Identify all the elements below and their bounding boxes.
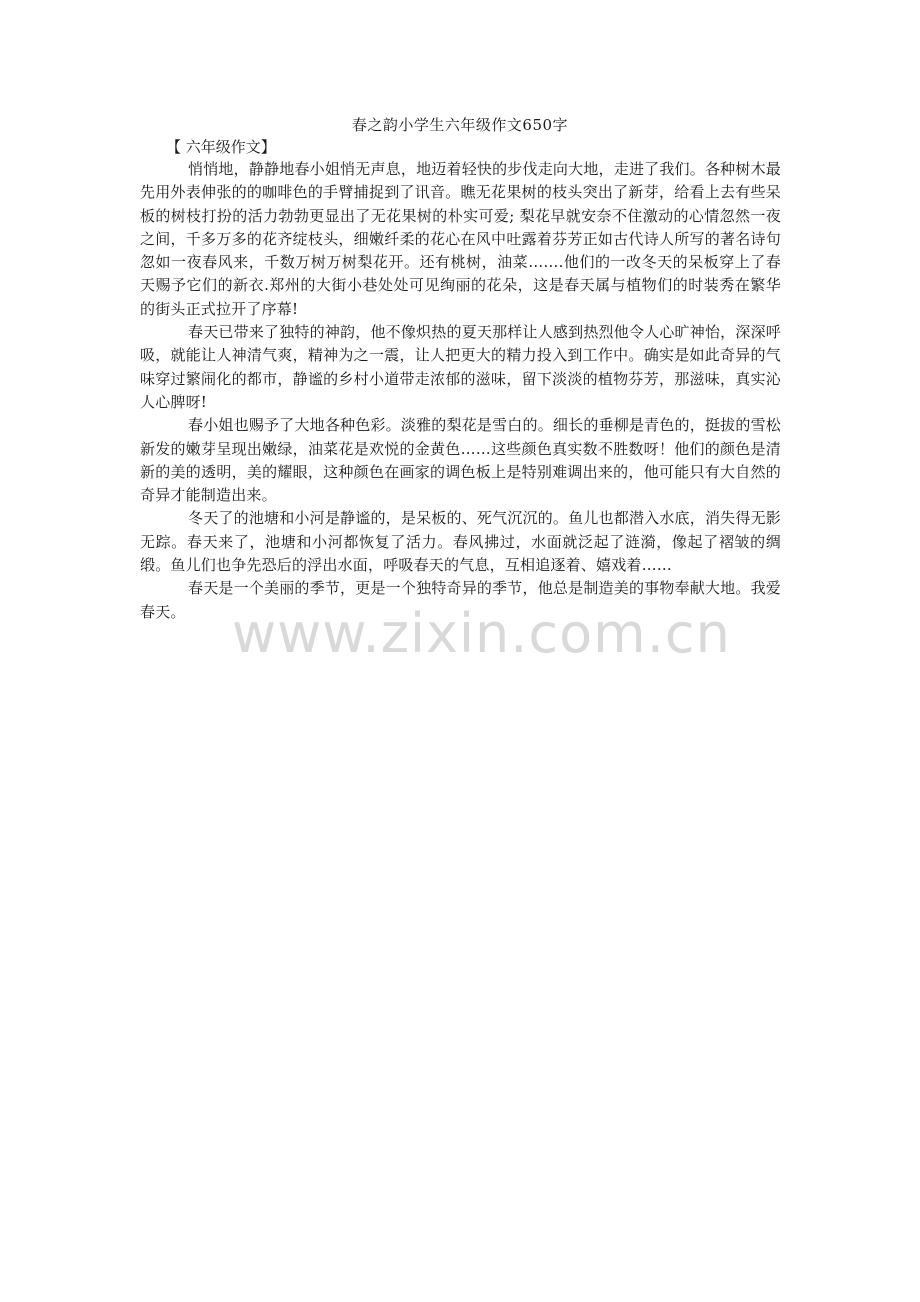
- paragraph: 冬天了的池塘和小河是静谧的，是呆板的、死气沉沉的。鱼儿也都潜入水底，消失得无影无踪。春天来了，池塘和小河都恢复了活力。春风拂过，水面就泛起了涟漪，像起了褶皱的绸缎。鱼儿们也争先恐后的浮出水面，呼吸春天的气息，互相追逐着、嬉戏着……: [140, 509, 781, 575]
- paragraph: 春天是一个美丽的季节，更是一个独特奇异的季节，他总是制造美的事物奉献大地。我爱春天。: [140, 579, 781, 621]
- category-tag: 【 六年级作文】: [166, 138, 276, 156]
- essay-body: [140, 158, 781, 624]
- paragraph: 春天已带来了独特的神韵，他不像炽热的夏天那样让人感到热烈他令人心旷神怡，深深呼吸，就能让人神清气爽，精神为之一震，让人把更大的精力投入到工作中。确实是如此奇异的气味穿过繁闹化的都市，静谧的乡村小道带走浓郁的滋味，留下淡淡的植物芬芳，那滋味，真实沁人心脾呀!: [140, 323, 781, 411]
- watermark: www.zixin.com.cn: [232, 602, 731, 665]
- document-title: 春之韵小学生六年级作文650字: [351, 116, 569, 134]
- paragraph: 悄悄地，静静地春小姐悄无声息，地迈着轻快的步伐走向大地，走进了我们。各种树木最先用外表伸张的的咖啡色的手臂捕捉到了讯音。瞧无花果树的枝头突出了新芽，给看上去有些呆板的树枝打扮的活力勃勃更显出了无花果树的朴实可爱; 梨花早就安奈不住激动的心情忽然一夜之间，千多万多的花齐绽枝头，细嫩纤柔的花心在风中吐露着芬芳正如古代诗人所写的著名诗句忽如一夜春风来，千数万树万树梨花开。还有桃树，油菜…….他们的一改冬天的呆板穿上了春天赐予它们的新衣.郑州的大街小巷处处可见绚丽的花朵，这是春天属与植物们的时装秀在繁华的街头正式拉开了序幕!: [140, 160, 781, 318]
- paragraph: 春小姐也赐予了大地各种色彩。淡雅的梨花是雪白的。细长的垂柳是青色的，挺拔的雪松新发的嫩芽呈现出嫩绿，油菜花是欢悦的金黄色……这些颜色真实数不胜数呀！他们的颜色是清新的美的透明，美的耀眼，这种颜色在画家的调色板上是特别难调出来的，他可能只有大自然的奇异才能制造出来。: [140, 416, 781, 505]
